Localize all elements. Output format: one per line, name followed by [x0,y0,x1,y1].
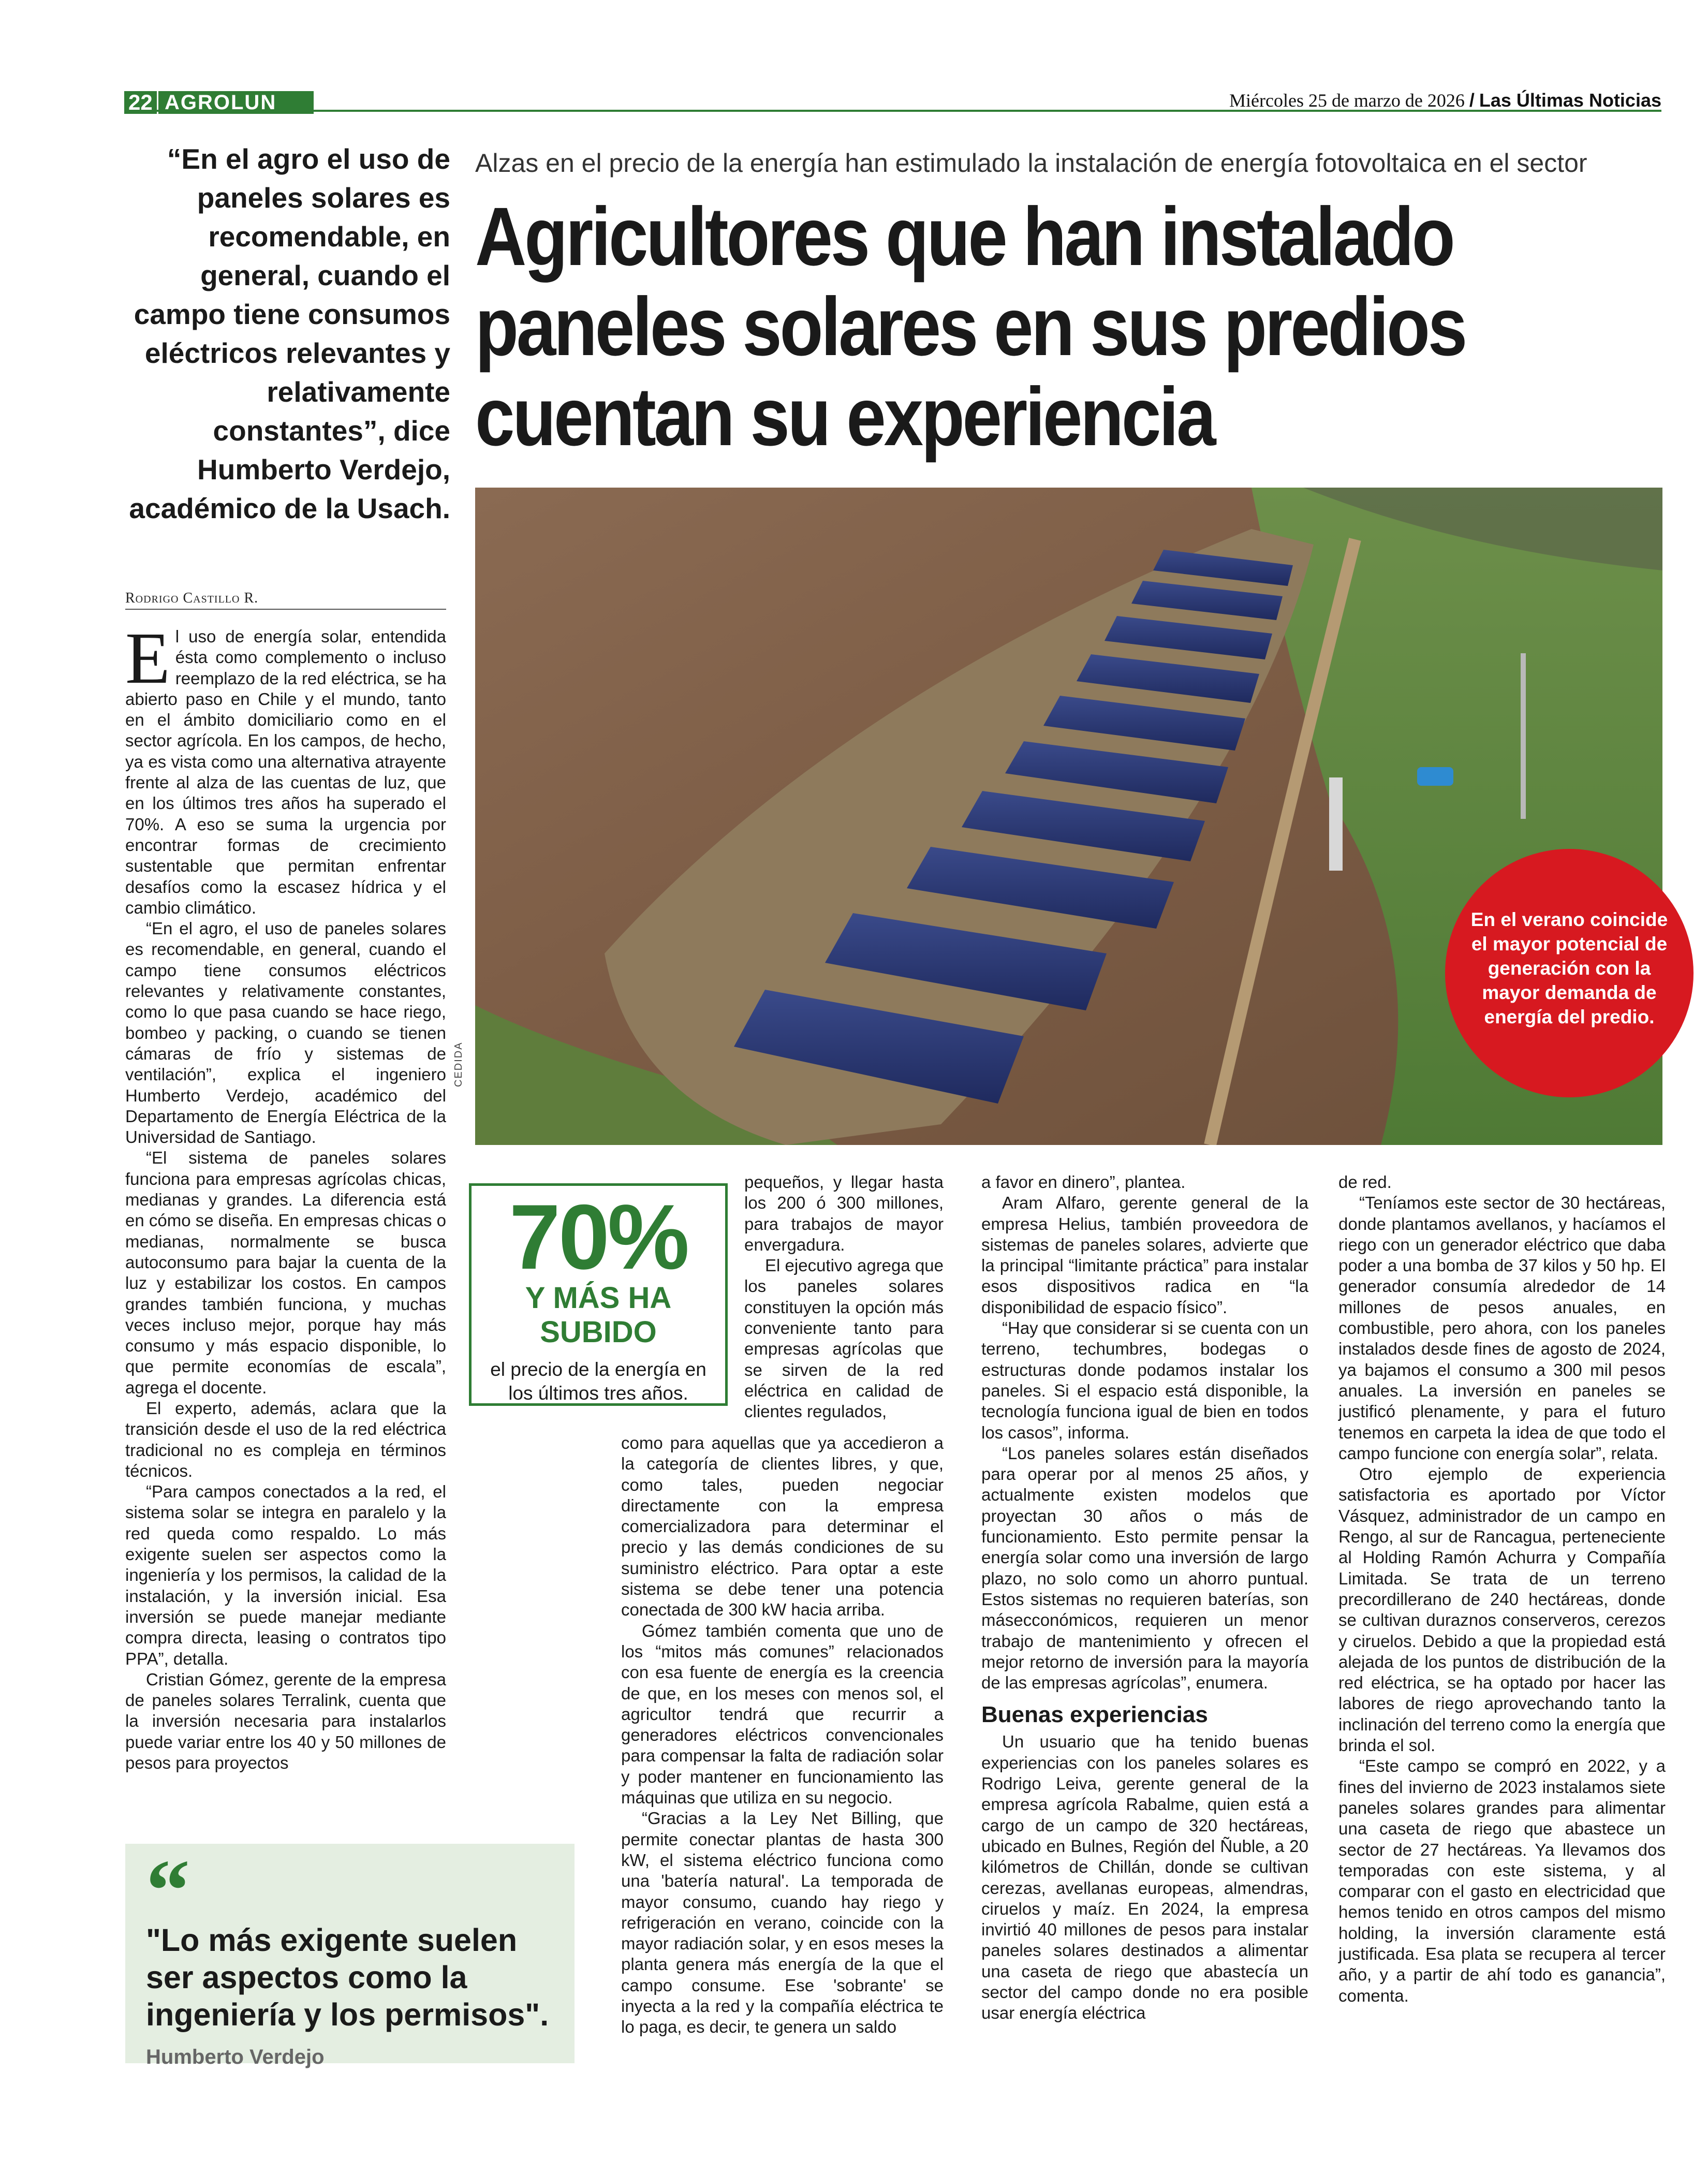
article-paragraph: “El sistema de paneles solares funciona para empresas agrícolas chicas, medianas y grandes. La diferencia está en cómo se diseña. En empresas chicas o medianas, normalmente se busca autoconsumo para bajar la cuenta de la luz y estabilizar los costos. En campos grandes también funciona, y muchas veces incluso mejor, porque hay más consumo y más espacio disponible, lo que permite economías de escala”, agrega el docente. [125,1148,446,1397]
photo-credit: CEDIDA [453,1041,464,1087]
article-column-2 [621,1433,944,2038]
electric-pole [1329,777,1343,871]
headline-line: Agricultores que han instalado [475,190,1453,283]
headline-line: cuentan su experiencia [475,370,1214,463]
paragraph-text: l uso de energía solar, entendida ésta como complemento o incluso reemplazo de la red eléctrica, se ha abierto paso en Chile y el mundo, tanto en el ámbito domiciliario como en el sector agrícola. En los campos, de hecho, ya es vista como una alternativa atrayente frente al alza de las cuentas de luz, que en los últimos tres años ha superado el 70%. A eso se suma la urgencia por encontrar formas de crecimiento sustentable que permitan enfrentar desafíos como la escasez hídrica y el cambio climático. [125,627,446,917]
lead-quote: “En el agro el uso de paneles solares es recomendable, en general, cuando el campo tiene consumos eléctricos relevantes y relativamente constantes”, dice Humberto Verdejo, académico de la Usach. [129,143,450,524]
stat-label: Y MÁS HA [525,1281,672,1315]
article-paragraph: como para aquellas que ya accedieron a la categoría de clientes libres, y que, como tales, pueden negociar directamente con la empresa comercializadora para determinar el precio y las demás condiciones de su suministro eléctrico. Para optar a este sistema se debe tener una potencia conectada de 300 kW hacia arriba. [621,1433,944,1620]
headline [475,192,1499,462]
article-paragraph [125,617,446,918]
stat-box [469,1183,728,1406]
article-column-1 [125,617,446,1773]
section-tag: AGROLUN [158,91,314,114]
article-paragraph: Aram Alfaro, gerente general de la empresa Helius, también proveedora de sistemas de paneles solares, advierte que la principal “limitante práctica” para instalar esos dispositivos radica en “la disponibilidad de espacio físico”. [981,1193,1308,1317]
article-column-3 [981,1172,1308,2024]
pull-quote-author: Humberto Verdejo [146,2046,325,2068]
article-paragraph: “Hay que considerar si se cuenta con un terreno, techumbres, bodegas o estructuras donde podamos instalar los paneles. Si el espacio está disponible, la tecnología funciona igual de bien en todos los casos”, informa. [981,1318,1308,1442]
article-paragraph: El ejecutivo agrega que los paneles solares constituyen la opción más conveniente tanto para empresas agrícolas que se sirven de la red eléctrica en calidad de clientes regulados, [744,1256,944,1421]
issue-date: Miércoles 25 de marzo de 2026 [1229,90,1465,111]
article-paragraph: “En el agro, el uso de paneles solares es recomendable, en general, cuando el campo tiene consumos eléctricos relevantes y relativamente constantes, como lo que pasa cuando se hace riego, bombeo y packing, o cuando se tienen cámaras de frío y sistemas de ventilación”, explica el ingeniero Humberto Verdejo, académico del Departamento de Energía Eléctrica de la Universidad de Santiago. [125,919,446,1147]
article-paragraph: “Este campo se compró en 2022, y a fines del invierno de 2023 instalamos siete paneles solares grandes para alimentar una caseta de riego que abastece un sector de 27 hectáreas. Ya llevamos dos temporadas con este sistema, y al comparar con el gasto en electricidad que hemos tenido en otros campos del mismo holding, la inversión claramente está justificada. Esa plata se recupera al tercer año, y a partir de ahí todo es ganancia”, comenta. [1338,1756,1666,2005]
stat-value: 70% [509,1185,688,1288]
article-paragraph: pequeños, y llegar hasta los 200 ó 300 millones, para trabajos de mayor envergadura. [744,1172,944,1254]
photo-badge-text: En el verano coincide el mayor potencial de generación con la mayor demanda de energía del predio. [1470,908,1668,1027]
pull-quote-box [125,1842,575,2068]
article-paragraph: El experto, además, aclara que la transición desde el uso de la red eléctrica tradicional no es compleja en términos técnicos. [125,1398,446,1480]
article-paragraph: a favor en dinero”, plantea. [981,1172,1186,1192]
pickup-truck [1417,767,1453,786]
article-paragraph: “Los paneles solares están diseñados para operar por al menos 25 años, y actualmente existen modelos que proyectan 30 años o más de funcionamiento. Esto permite pensar la energía solar como una inversión de largo plazo, no solo como un ahorro puntual. Estos sistemas no requieren baterías, son másecconómicos, requieren un menor trabajo de mantenimiento y ofrecen el mejor retorno de inversión para la mayoría de las empresas agrícolas”, enumera. [981,1443,1308,1693]
headline-line: paneles solares en sus predios [475,280,1465,373]
dropcap: E [125,617,170,699]
article-paragraph: Cristian Gómez, gerente de la empresa de paneles solares Terralink, cuenta que la inversión necesaria para instalarlos puede variar entre los 40 y 50 millones de pesos para proyectos [125,1669,446,1773]
article-paragraph: “Gracias a la Ley Net Billing, que permite conectar plantas de hasta 300 kW, el sistema eléctrico funciona como una 'batería natural'. La temporada de mayor consumo, cuando hay riego y refrigeración en verano, coincide con la mayor radiación solar, y en esos meses la planta genera más energía de la que el campo consume. Ese 'sobrante' se inyecta a la red y la compañía eléctrica te lo paga, es decir, te genera un saldo [621,1809,944,2037]
quote-mark-icon: “ [146,1842,180,1939]
article-paragraph: Un usuario que ha tenido buenas experiencias con los paneles solares es Rodrigo Leiva, gerente general de la empresa agrícola Rabalme, quien está a cargo de un campo de 320 hectáreas, ubicado en Bulnes, Región del Ñuble, a 20 kilómetros de Chillán, donde se cultivan cerezas, avellanas europeas, almendras, ciruelos y maíz. En 2024, la empresa invirtió 40 millones de pesos para instalar paneles solares destinados a alimentar una caseta de riego que abastecía un sector del campo donde no era posible usar energía eléctrica [981,1732,1308,2023]
article-paragraph: Otro ejemplo de experiencia satisfactoria es aportado por Víctor Vásquez, administrador de un campo en Rengo, al sur de Rancagua, perteneciente al Holding Ramón Achurra y Compañía Limitada. Se trata de un terreno precordillerano de 240 hectáreas, donde se cultivan duraznos conserveros, cerezos y ciruelos. Debido a que la propiedad está alejada de los puntos de distribución de la red eléctrica, se ha optado por hacer las labores de riego aprovechando tanto la inclinación del terreno como la energía que brinda el sol. [1338,1464,1666,1755]
article-paragraph: Gómez también comenta que uno de los “mitos más comunes” relacionados con esa fuente de energía es la creencia de que, en los meses con menos sol, el agricultor tendrá que recurrir a generadores eléctricos convencionales para compensar la falta de radiación solar y poder mantener en funcionamiento las máquinas que utiliza en su negocio. [621,1621,944,1808]
byline-rule [125,609,446,610]
page-dateline [1229,89,1661,112]
article-paragraph: de red. [1338,1172,1392,1192]
byline: Rodrigo Castillo R. [125,590,259,606]
page-number: 22 [124,91,157,114]
photo-badge [1445,849,1694,1097]
stat-label: SUBIDO [540,1315,657,1349]
article-column-4 [1338,1172,1666,2006]
kicker: Alzas en el precio de la energía han estimulado la instalación de energía fotovoltaica en el sector [475,149,1587,178]
article-paragraph: “Para campos conectados a la red, el sistema solar se integra en paralelo y la red queda como respaldo. Lo más exigente suelen ser aspectos como la ingeniería y los permisos, la calidad de la instalación, y la inversión inicial. Esa inversión se puede manejar mediante compra directa, leasing o contratos tipo PPA”, detalla. [125,1482,446,1668]
power-line-pole [1521,653,1526,819]
article-column-2-top [744,1172,944,1422]
stat-description: el precio de la energía en los últimos tres años. [490,1359,706,1404]
publication-name: Las Últimas Noticias [1479,90,1661,111]
pull-quote-text: "Lo más exigente suelen ser aspectos como la ingeniería y los permisos". [146,1922,549,2032]
article-paragraph: “Teníamos este sector de 30 hectáreas, donde plantamos avellanos, y hacíamos el riego con un generador eléctrico que daba poder a una bomba de 37 kilos y 50 hp. El generador consumía alrededor de 14 millones de pesos anuales, en combustible, pero ahora, con los paneles instalados desde fines de agosto de 2024, ya bajamos el consumo a 300 mil pesos anuales. La inversión en paneles se justificó plenamente, y para el futuro tenemos en carpeta la idea de que todo el campo funcione con energía solar”, relata. [1338,1193,1666,1463]
dateline-separator: / [1469,90,1475,111]
subheading: Buenas experiencias [981,1702,1208,1728]
